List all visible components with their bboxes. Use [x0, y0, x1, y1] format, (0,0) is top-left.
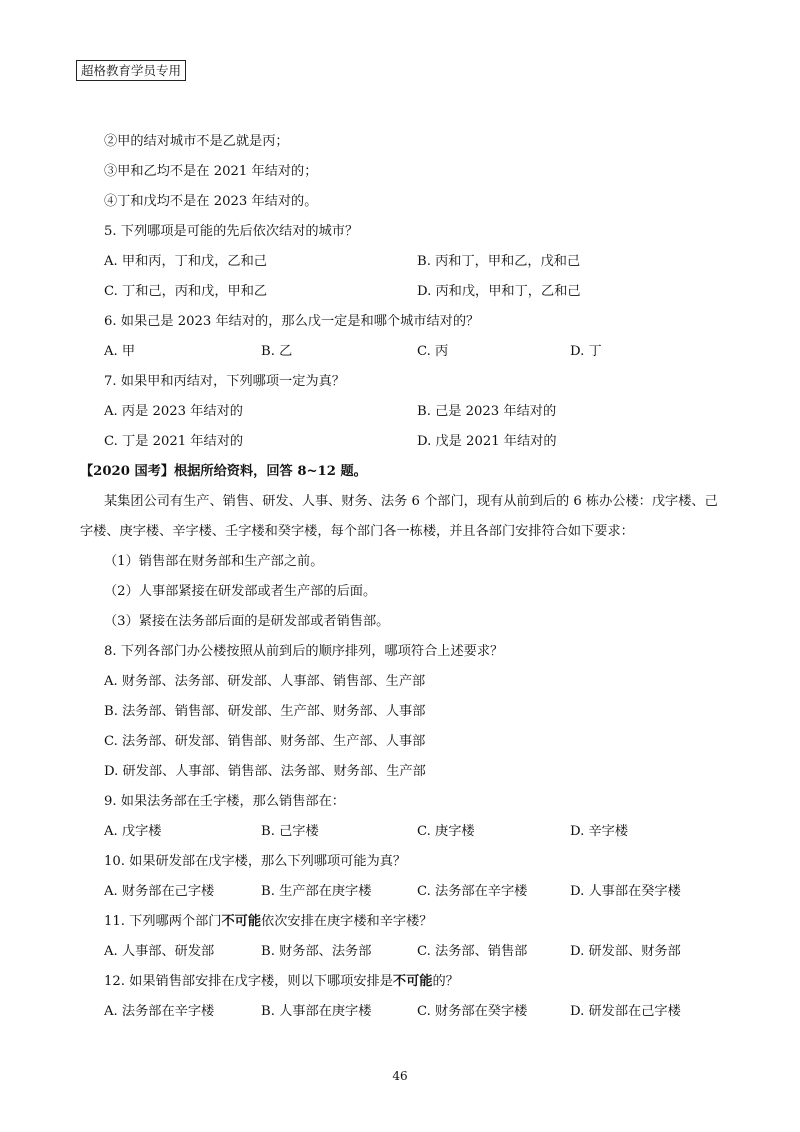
q7-option-b: B. 己是 2023 年结对的	[417, 404, 557, 419]
q12-option-c: C. 财务部在癸字楼	[417, 1004, 528, 1019]
q12-stem	[104, 973, 459, 991]
q5-stem: 5. 下列哪项是可能的先后依次结对的城市？	[104, 224, 359, 239]
q6-option-c: C. 丙	[417, 344, 449, 359]
q11-stem	[104, 913, 432, 931]
q8-option-d: D. 研发部、人事部、销售部、法务部、财务部、生产部	[104, 764, 426, 779]
q9-option-b: B. 己字楼	[261, 824, 319, 839]
q12-option-d: D. 研发部在己字楼	[570, 1004, 681, 1019]
q8-option-a: A. 财务部、法务部、研发部、人事部、销售部、生产部	[104, 674, 426, 689]
q6-option-d: D. 丁	[570, 344, 602, 359]
rule-2: （2）人事部紧接在研发部或者生产部的后面。	[104, 584, 377, 599]
q8-stem: 8. 下列各部门办公楼按照从前到后的顺序排列，哪项符合上述要求？	[104, 644, 504, 659]
q11-stem-post: 依次安排在庚字楼和辛字楼？	[261, 914, 433, 929]
q11-option-a: A. 人事部、研发部	[104, 944, 215, 959]
q5-option-a: A. 甲和丙，丁和戊，乙和己	[104, 254, 267, 269]
q7-option-a: A. 丙是 2023 年结对的	[104, 404, 243, 419]
q12-option-a: A. 法务部在辛字楼	[104, 1004, 215, 1019]
q12-option-b: B. 人事部在庚字楼	[261, 1004, 372, 1019]
q5-option-d: D. 丙和戊，甲和丁，乙和己	[417, 284, 581, 299]
condition-3: ③甲和乙均不是在 2021 年结对的；	[104, 164, 318, 179]
q12-stem-post: 的？	[432, 974, 459, 989]
q11-stem-pre: 11. 下列哪两个部门	[104, 914, 222, 929]
rule-3: （3）紧接在法务部后面的是研发部或者销售部。	[104, 614, 390, 629]
q11-option-c: C. 法务部、销售部	[417, 944, 528, 959]
q6-stem: 6. 如果己是 2023 年结对的，那么戊一定是和哪个城市结对的？	[104, 314, 480, 329]
header-stamp: 超格教育学员专用	[76, 60, 186, 81]
q11-option-d: D. 研发部、财务部	[570, 944, 681, 959]
condition-4: ④丁和戊均不是在 2023 年结对的。	[104, 194, 318, 209]
q9-stem: 9. 如果法务部在壬字楼，那么销售部在：	[104, 794, 345, 809]
q8-option-b: B. 法务部、销售部、研发部、生产部、财务部、人事部	[104, 704, 426, 719]
q7-option-d: D. 戊是 2021 年结对的	[417, 434, 557, 449]
q10-option-b: B. 生产部在庚字楼	[261, 884, 372, 899]
page-number: 46	[392, 1069, 408, 1083]
q12-stem-emphasis: 不可能	[392, 974, 433, 989]
q7-option-c: C. 丁是 2021 年结对的	[104, 434, 244, 449]
q6-option-b: B. 乙	[261, 344, 293, 359]
q8-option-c: C. 法务部、研发部、销售部、财务部、生产部、人事部	[104, 734, 426, 749]
q11-stem-emphasis: 不可能	[221, 914, 262, 929]
q6-option-a: A. 甲	[104, 344, 136, 359]
section-intro-line2: 字楼、庚字楼、辛字楼、壬字楼和癸字楼，每个部门各一栋楼，并且各部门安排符合如下要求：	[80, 524, 634, 539]
section-intro-line1: 某集团公司有生产、销售、研发、人事、财务、法务 6 个部门，现有从前到后的 6 栋办公楼：戊字楼、己	[104, 494, 718, 509]
condition-2: ②甲的结对城市不是乙就是丙；	[104, 134, 289, 149]
q10-option-d: D. 人事部在癸字楼	[570, 884, 681, 899]
q11-option-b: B. 财务部、法务部	[261, 944, 372, 959]
q5-option-b: B. 丙和丁，甲和乙，戊和己	[417, 254, 581, 269]
q9-option-c: C. 庚字楼	[417, 824, 475, 839]
q10-option-c: C. 法务部在辛字楼	[417, 884, 528, 899]
rule-1: （1）销售部在财务部和生产部之前。	[104, 554, 324, 569]
q10-stem: 10. 如果研发部在戊字楼，那么下列哪项可能为真？	[104, 854, 407, 869]
q12-stem-pre: 12. 如果销售部安排在戊字楼，则以下哪项安排是	[104, 974, 393, 989]
q5-option-c: C. 丁和己，丙和戊，甲和乙	[104, 284, 268, 299]
q7-stem: 7. 如果甲和丙结对，下列哪项一定为真？	[104, 374, 345, 389]
q9-option-a: A. 戊字楼	[104, 824, 162, 839]
section-heading: 【2020 国考】根据所给资料，回答 8~12 题。	[80, 464, 367, 479]
q9-option-d: D. 辛字楼	[570, 824, 629, 839]
q10-option-a: A. 财务部在己字楼	[104, 884, 215, 899]
